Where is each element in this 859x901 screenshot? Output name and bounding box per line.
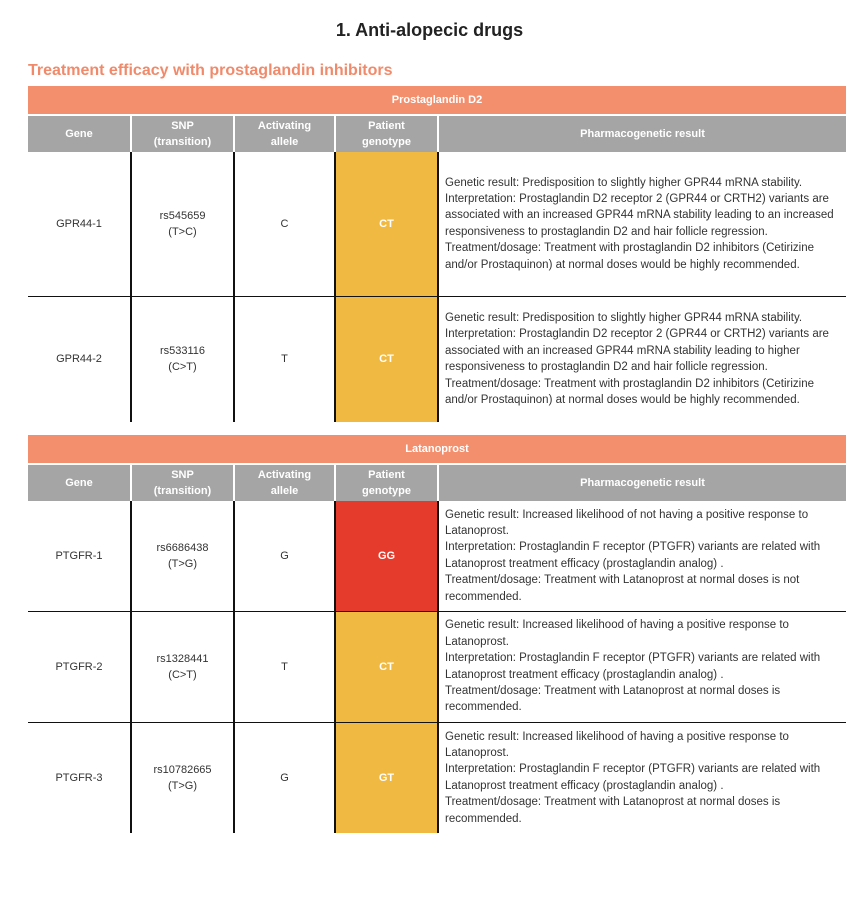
allele-cell: G (234, 722, 335, 833)
gene-cell: PTGFR-2 (28, 611, 131, 722)
table-row (28, 152, 846, 296)
gene-cell: PTGFR-3 (28, 722, 131, 833)
latanoprost-table (28, 435, 846, 833)
table-row (28, 611, 846, 722)
snp-cell: rs10782665 (T>G) (131, 722, 234, 833)
table-row (28, 296, 846, 422)
snp-cell: rs1328441 (C>T) (131, 611, 234, 722)
genotype-header: Patient genotype (335, 464, 438, 501)
genotype-cell: CT (335, 152, 438, 296)
result-header: Pharmacogenetic result (438, 115, 846, 152)
genotype-cell: CT (335, 296, 438, 422)
header-row (28, 115, 846, 152)
gene-header: Gene (28, 464, 131, 501)
result-cell: Genetic result: Predisposition to slightly higher GPR44 mRNA stability. Interpretation: Prostaglandin D2 receptor 2 (GPR44 or CRTH2) variants are associated with an increased GPR44 mRNA stability leading to higher responsiveness to prostaglandin D2 and hair follicle regression. Treatment/dosage: Treatment with prostaglandin D2 inhibitors (Cetirizine and/or Prostaquinon) at normal doses would be highly recommended. (438, 296, 846, 422)
snp-cell: rs6686438 (T>G) (131, 501, 234, 611)
group-band: Prostaglandin D2 (28, 86, 846, 115)
genotype-cell: GG (335, 501, 438, 611)
allele-cell: T (234, 296, 335, 422)
gene-cell: PTGFR-1 (28, 501, 131, 611)
snp-header: SNP (transition) (131, 464, 234, 501)
allele-cell: G (234, 501, 335, 611)
gene-cell: GPR44-1 (28, 152, 131, 296)
allele-header: Activating allele (234, 115, 335, 152)
snp-header: SNP (transition) (131, 115, 234, 152)
genotype-cell: GT (335, 722, 438, 833)
section-title: Treatment efficacy with prostaglandin inhibitors (28, 62, 393, 79)
group-band: Latanoprost (28, 435, 846, 464)
result-header: Pharmacogenetic result (438, 464, 846, 501)
allele-header: Activating allele (234, 464, 335, 501)
allele-cell: T (234, 611, 335, 722)
snp-cell: rs545659 (T>C) (131, 152, 234, 296)
table-row (28, 501, 846, 611)
snp-cell: rs533116 (C>T) (131, 296, 234, 422)
header-row (28, 464, 846, 501)
result-cell: Genetic result: Increased likelihood of not having a positive response to Latanoprost. Interpretation: Prostaglandin F receptor (PTGFR) variants are related with Latanoprost treatment efficacy (prostaglandin analog) . Treatment/dosage: Treatment with Latanoprost at normal doses is not recommended. (445, 508, 821, 603)
gene-header: Gene (28, 115, 131, 152)
result-cell: Genetic result: Increased likelihood of having a positive response to Latanoprost. Interpretation: Prostaglandin F receptor (PTGFR) variants are related with Latanoprost treatment efficacy (prostaglandin analog) . Treatment/dosage: Treatment with Latanoprost at normal doses is recommended. (438, 722, 846, 833)
allele-cell: C (234, 152, 335, 296)
prostaglandin-d2-table (28, 86, 846, 422)
page-title: 1. Anti-alopecic drugs (335, 20, 524, 40)
genotype-header: Patient genotype (335, 115, 438, 152)
result-cell: Genetic result: Increased likelihood of having a positive response to Latanoprost. Interpretation: Prostaglandin F receptor (PTGFR) variants are related with Latanoprost treatment efficacy (prostaglandin analog) . Treatment/dosage: Treatment with Latanoprost at normal doses is recommended. (438, 611, 846, 722)
table-row (28, 722, 846, 833)
gene-cell: GPR44-2 (28, 296, 131, 422)
genotype-cell: CT (335, 611, 438, 722)
result-cell: Genetic result: Predisposition to slightly higher GPR44 mRNA stability. Interpretation: Prostaglandin D2 receptor 2 (GPR44 or CRTH2) variants are associated with an increased GPR44 mRNA stability leading to an increased responsiveness to prostaglandin D2 and hair follicle regression. Treatment/dosage: Treatment with prostaglandin D2 inhibitors (Cetirizine and/or Prostaquinon) at normal doses would be highly recommended. (445, 176, 834, 271)
